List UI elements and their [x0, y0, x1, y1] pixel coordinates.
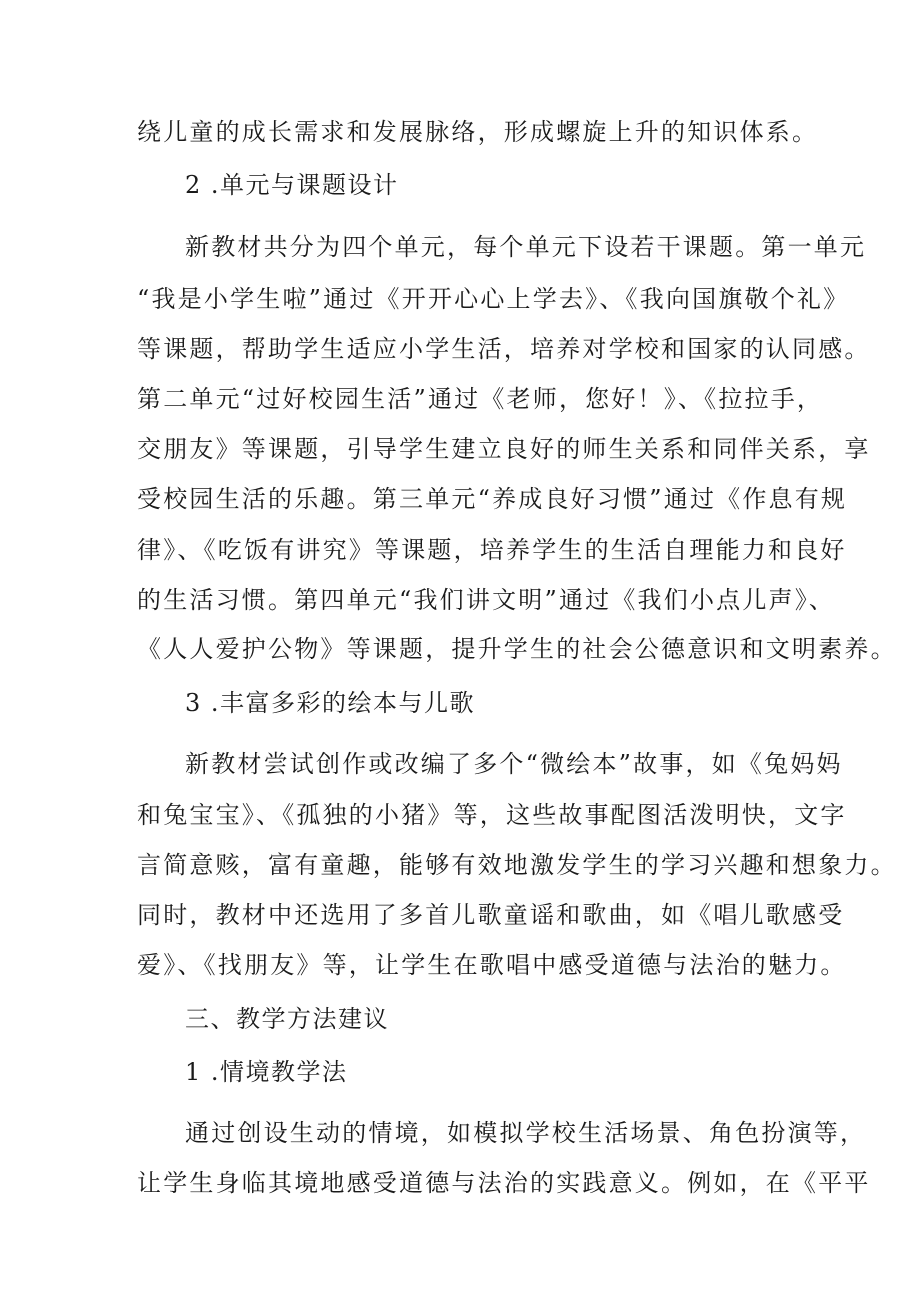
paragraph-line: 让学生身临其境地感受道德与法治的实践意义。例如，在《平平: [137, 1169, 871, 1197]
paragraph-line: 律》、《吃饭有讲究》等课题，培养学生的生活自理能力和良好: [137, 536, 847, 564]
paragraph-line: 通过创设生动的情境，如模拟学校生活场景、角色扮演等，: [185, 1119, 867, 1147]
paragraph-line: 受校园生活的乐趣。第三单元“养成良好习惯”通过《作息有规: [137, 485, 848, 513]
paragraph-line: 新教材尝试创作或改编了多个“微绘本”故事，如《兔妈妈: [185, 750, 843, 778]
paragraph-line: 绕儿童的成长需求和发展脉络，形成螺旋上升的知识体系。: [137, 118, 819, 146]
paragraph-line: 爱》、《找朋友》等，让学生在歌唱中感受道德与法治的魅力。: [137, 951, 847, 979]
paragraph-line: 交朋友》等课题，引导学生建立良好的师生关系和同伴关系，享: [137, 435, 871, 463]
paragraph-line: 的生活习惯。第四单元“我们讲文明”通过《我们小点儿声》、: [137, 586, 836, 614]
paragraph-line: 第二单元“过好校园生活”通过《老师，您好！》、《拉拉手，: [137, 385, 824, 413]
paragraph-line: 《人人爱护公物》等课题，提升学生的社会公德意识和文明素养。: [137, 635, 897, 663]
section-heading: 1 .情境教学法: [185, 1058, 348, 1086]
paragraph-line: 同时，教材中还选用了多首儿歌童谣和歌曲，如《唱儿歌感受: [137, 901, 845, 929]
chapter-heading: 三、教学方法建议: [185, 1005, 389, 1033]
paragraph-line: 等课题，帮助学生适应小学生活，培养对学校和国家的认同感。: [137, 335, 871, 363]
section-heading: 2 .单元与课题设计: [185, 171, 399, 199]
section-heading: 3 .丰富多彩的绘本与儿歌: [185, 689, 476, 717]
paragraph-line: “我是小学生啦”通过《开开心心上学去》、《我向国旗敬个礼》: [137, 285, 850, 313]
paragraph-line: 新教材共分为四个单元，每个单元下设若干课题。第一单元: [185, 233, 867, 261]
paragraph-line: 言简意赅，富有童趣，能够有效地激发学生的学习兴趣和想象力。: [137, 851, 897, 879]
paragraph-line: 和兔宝宝》、《孤独的小猪》等，这些故事配图活泼明快，文字: [137, 801, 847, 829]
